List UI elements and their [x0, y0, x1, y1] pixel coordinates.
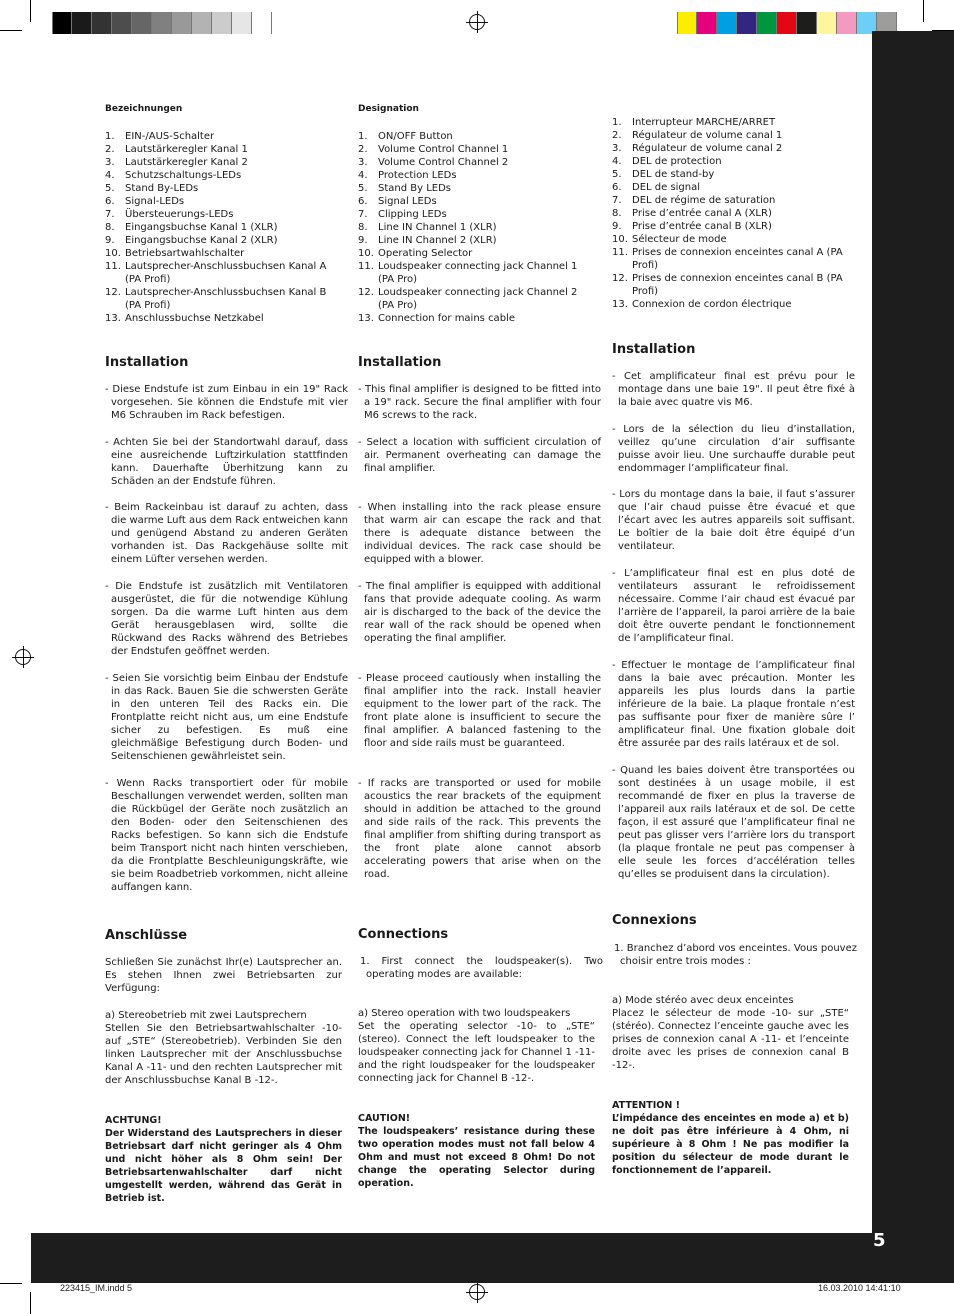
designation-item [612, 246, 849, 272]
english-designation-title: Designation [358, 104, 419, 114]
designation-item [105, 130, 342, 143]
designation-number: 7. [358, 209, 368, 220]
english-mode-text: Set the operating selector -10- to „STE“ (stereo). Connect the left loudspeaker to the loudspeaker connecting jack for Channel 1 -11- and the right loudspeaker for the loudspeaker connecting jack for Channel B -12-. [358, 1021, 595, 1084]
designation-label: Übersteuerungs-LEDs [125, 209, 234, 220]
german-connections-intro: Schließen Sie zunächst Ihr(e) Lautsprecher an. Es stehen Ihnen zwei Betriebsarten zur Verfügung: [105, 957, 342, 994]
designation-label: Clipping LEDs [378, 209, 447, 220]
english-connections-title: Connections [358, 927, 449, 942]
designation-number: 12. [105, 287, 121, 298]
french-install-para: - Effectuer le montage de l’amplificateur final dans la baie avec précaution. Monter les appareils les plus lourds dans la partie inférieure de la baie. La plaque frontale n’est pas suffisante pour fixer de manière sûre l’ amplificateur final. Une fixation globale doit être assurée par des rails latéraux et de sol. [612, 660, 855, 749]
designation-item [358, 286, 595, 312]
color-swatch [797, 12, 817, 34]
german-install-para: - Seien Sie vorsichtig beim Einbau der Endstufe in das Rack. Bauen Sie die schwersten Geräte in den unteren Teil des Racks ein. Die Frontplatte reicht nicht aus, um eine Endstufe sicher zu befestigen. Es muß eine gleichmäßige Befestigung durch Boden- und Seitenschienen gewährleistet sein. [105, 673, 348, 762]
english-designation-section [358, 103, 595, 325]
color-swatch [92, 12, 112, 34]
french-install-para: - L’amplificateur final est en plus doté de ventilateurs assurant le refroidissement nécessaire. Comme l’air chaud est évacué par l’arrière de l’appareil, la paroi arrière de la baie doit être ouverte pendant le fonctionnement de l’amplificateur final. [612, 568, 855, 644]
color-swatch [737, 12, 757, 34]
designation-label: Loudspeaker connecting jack Channel 2 (PA Pro) [378, 287, 578, 311]
german-mode-text: Stellen Sie den Betriebsartwahlschalter -10- auf „STE“ (Stereobetrieb). Verbinden Sie den linken Lautsprecher mit der Anschlussbuchse Kanal A -11- und den rechten Lautsprecher mit der Anschlussbuchse Kanal B -12-. [105, 1023, 342, 1086]
designation-label: Volume Control Channel 2 [378, 157, 509, 168]
english-designation-list [358, 130, 595, 325]
designation-label: Régulateur de volume canal 2 [632, 143, 783, 154]
designation-number: 8. [105, 222, 115, 233]
designation-number: 4. [105, 170, 115, 181]
designation-item [358, 247, 595, 260]
designation-item [358, 182, 595, 195]
designation-item [358, 156, 595, 169]
designation-number: 13. [358, 313, 374, 324]
french-warning-title: ATTENTION ! [612, 1100, 680, 1111]
designation-item [105, 286, 342, 312]
designation-number: 13. [612, 299, 628, 310]
french-install-para: - Lors du montage dans la baie, il faut s’assurer que l’air chaud puisse être évacué et que l’écart avec les autres appareils soit suffisant. Le boîtier de la baie doit être équipé d’un ventilateur. [612, 489, 855, 552]
designation-item [612, 298, 849, 311]
designation-number: 9. [358, 235, 368, 246]
french-connections-intro: 1. Branchez d’abord vos enceintes. Vous pouvez choisir entre trois modes : [614, 943, 857, 967]
designation-number: 10. [358, 248, 374, 259]
designation-item [358, 130, 595, 143]
german-install-para: - Achten Sie bei der Standortwahl darauf, dass eine ausreichende Luftzirkulation stattfinden kann. Dauerhafte Überhitzung kann zu Schäden an der Endstufe führen. [105, 437, 348, 487]
designation-number: 2. [358, 144, 368, 155]
designation-label: Sélecteur de mode [632, 234, 727, 245]
color-swatch [212, 12, 232, 34]
designation-item [612, 181, 849, 194]
designation-item [105, 312, 342, 325]
designation-label: Connexion de cordon électrique [632, 299, 792, 310]
french-mode-title: a) Mode stéréo avec deux enceintes [612, 995, 794, 1006]
designation-item [105, 195, 342, 208]
designation-label: Lautsprecher-Anschlussbuchsen Kanal B (PA Profi) [125, 287, 327, 311]
designation-label: DEL de protection [632, 156, 722, 167]
designation-item [105, 156, 342, 169]
designation-label: Lautstärkeregler Kanal 1 [125, 144, 248, 155]
designation-number: 5. [105, 183, 115, 194]
color-swatch [152, 12, 172, 34]
crop-mark [30, 0, 31, 22]
french-designation-list [612, 116, 849, 311]
designation-item [358, 169, 595, 182]
color-swatch [837, 12, 857, 34]
german-install-para: - Diese Endstufe ist zum Einbau in ein 19" Rack vorgesehen. Sie können die Endstufe mit vier M6 Schrauben im Rack befestigen. [105, 384, 348, 421]
designation-item [612, 233, 849, 246]
color-swatch [777, 12, 797, 34]
german-connections-title: Anschlüsse [105, 928, 188, 943]
registration-mark-icon [469, 14, 485, 30]
english-install-para: - Select a location with sufficient circulation of air. Permanent overheating can damage the final amplifier. [358, 437, 601, 474]
color-swatch [112, 12, 132, 34]
designation-number: 8. [612, 208, 622, 219]
slug-filename: 223415_IM.indd 5 [60, 1283, 133, 1293]
color-swatch [252, 12, 272, 34]
designation-label: Connection for mains cable [378, 313, 515, 324]
designation-label: Line IN Channel 2 (XLR) [378, 235, 497, 246]
designation-label: Betriebsartwahlschalter [125, 248, 245, 259]
designation-label: Loudspeaker connecting jack Channel 1 (PA Pro) [378, 261, 578, 285]
designation-item [358, 143, 595, 156]
french-warning-text: L’impédance des enceintes en mode a) et b) ne doit pas être inférieure à 4 Ohm, ni supérieure à 8 Ohm ! Ne pas modifier la position du sélecteur de mode durant le fonctionnement de l’appareil. [612, 1113, 849, 1176]
color-calibration-bar [677, 12, 897, 34]
designation-item [105, 182, 342, 195]
crop-mark [0, 1283, 22, 1284]
english-connections-intro: 1. First connect the loudspeaker(s). Two operating modes are available: [360, 956, 603, 980]
page-frame-bottom [31, 1233, 954, 1283]
designation-label: DEL de régime de saturation [632, 195, 776, 206]
registration-mark-icon [469, 1284, 485, 1300]
designation-number: 11. [105, 261, 121, 272]
designation-label: DEL de stand-by [632, 169, 715, 180]
designation-label: Eingangsbuchse Kanal 2 (XLR) [125, 235, 278, 246]
designation-item [358, 312, 595, 325]
designation-number: 5. [358, 183, 368, 194]
english-warning-title: CAUTION! [358, 1113, 411, 1124]
designation-number: 4. [612, 156, 622, 167]
page-number: 5 [873, 1230, 886, 1251]
crop-mark [0, 30, 22, 31]
designation-item [105, 260, 342, 286]
english-mode-title: a) Stereo operation with two loudspeakers [358, 1008, 571, 1019]
slug-timestamp: 16.03.2010 14:41:10 [818, 1283, 901, 1293]
color-swatch [172, 12, 192, 34]
color-swatch [52, 12, 72, 34]
designation-number: 7. [105, 209, 115, 220]
english-install-para: - Please proceed cautiously when installing the final amplifier into the rack. Install heavier equipment to the lower part of the rack. The front plate alone is insufficient to secure the final amplifier. A balanced fastening to the floor and side rails must be guaranteed. [358, 673, 601, 749]
designation-number: 8. [358, 222, 368, 233]
designation-label: Protection LEDs [378, 170, 457, 181]
english-install-para: - When installing into the rack please ensure that warm air can escape the rack and that there is adequate distance between the individual devices. The rack case should be equipped with a blower. [358, 502, 601, 565]
designation-number: 3. [105, 157, 115, 168]
designation-label: ON/OFF Button [378, 131, 453, 142]
designation-item [612, 116, 849, 129]
french-install-para: - Quand les baies doivent être transportées ou sont destinées à un usage mobile, il est recommandé de fixer en plus la traverse de l’appareil aux rails latéraux et de sol. De cette façon, il est assuré que l’amplificateur final ne peut pas glisser vers l’arrière lors du transport (la plaque frontale ne peut pas compenser à elle seule les forces d’accélération telles qu’elles se produisent dans la circulation). [612, 765, 855, 880]
designation-number: 1. [612, 117, 622, 128]
color-swatch [717, 12, 737, 34]
designation-label: Prise d’entrée canal B (XLR) [632, 221, 772, 232]
designation-number: 10. [612, 234, 628, 245]
crop-mark [923, 0, 924, 22]
designation-item [612, 155, 849, 168]
registration-mark-icon [15, 649, 31, 665]
designation-label: Prises de connexion enceintes canal A (PA Profi) [632, 247, 843, 271]
designation-number: 1. [105, 131, 115, 142]
designation-item [612, 142, 849, 155]
designation-label: Volume Control Channel 1 [378, 144, 509, 155]
designation-item [612, 168, 849, 181]
designation-item [105, 143, 342, 156]
designation-item [612, 207, 849, 220]
designation-label: Interrupteur MARCHE/ARRET [632, 117, 776, 128]
designation-number: 11. [358, 261, 374, 272]
color-swatch [697, 12, 717, 34]
designation-item [612, 220, 849, 233]
german-designation-section [105, 103, 342, 325]
german-warning-title: ACHTUNG! [105, 1115, 162, 1126]
designation-item [105, 221, 342, 234]
designation-number: 3. [612, 143, 622, 154]
french-install-para: - Cet amplificateur final est prévu pour le montage dans une baie 19". Il peut être fixé à la baie avec quatre vis M6. [612, 371, 855, 408]
german-designation-list [105, 130, 342, 325]
crop-mark [30, 1292, 31, 1314]
designation-number: 13. [105, 313, 121, 324]
designation-item [358, 260, 595, 286]
designation-label: Lautstärkeregler Kanal 2 [125, 157, 248, 168]
color-swatch [677, 12, 697, 34]
designation-number: 7. [612, 195, 622, 206]
designation-label: Prises de connexion enceintes canal B (PA Profi) [632, 273, 843, 297]
color-swatch [192, 12, 212, 34]
designation-number: 6. [612, 182, 622, 193]
designation-number: 1. [358, 131, 368, 142]
designation-label: Signal LEDs [378, 196, 437, 207]
german-designation-title: Bezeichnungen [105, 104, 183, 114]
designation-label: Stand By-LEDs [125, 183, 199, 194]
designation-label: EIN-/AUS-Schalter [125, 131, 215, 142]
designation-label: DEL de signal [632, 182, 701, 193]
designation-label: Schutzschaltungs-LEDs [125, 170, 242, 181]
color-swatch [757, 12, 777, 34]
color-swatch [72, 12, 92, 34]
designation-number: 9. [105, 235, 115, 246]
designation-item [358, 208, 595, 221]
english-install-para: - The final amplifier is equipped with additional fans that provide adequate cooling. As warm air is discharged to the back of the device the rear wall of the rack should be opened when operating the final amplifier. [358, 581, 601, 644]
designation-number: 11. [612, 247, 628, 258]
designation-number: 12. [358, 287, 374, 298]
designation-item [612, 272, 849, 298]
english-install-para: - If racks are transported or used for mobile acoustics the rear brackets of the equipment should in addition be attached to the ground and side rails of the rack. This prevents the final amplifier from shifting during transport as the front plate alone cannot absorb accelerating powers that arise when on the road. [358, 778, 601, 880]
german-mode-title: a) Stereobetrieb mit zwei Lautsprechern [105, 1010, 307, 1021]
designation-label: Line IN Channel 1 (XLR) [378, 222, 497, 233]
designation-number: 9. [612, 221, 622, 232]
french-designation-section [612, 116, 849, 311]
designation-item [358, 234, 595, 247]
designation-label: Anschlussbuchse Netzkabel [125, 313, 264, 324]
designation-number: 6. [358, 196, 368, 207]
designation-number: 3. [358, 157, 368, 168]
designation-item [358, 195, 595, 208]
german-installation-title: Installation [105, 355, 189, 370]
page-frame-top [897, 31, 954, 51]
designation-number: 5. [612, 169, 622, 180]
designation-item [105, 247, 342, 260]
designation-item [612, 129, 849, 142]
designation-item [105, 208, 342, 221]
designation-label: Stand By LEDs [378, 183, 452, 194]
french-mode-text: Placez le sélecteur de mode -10- sur „STE“ (stéréo). Connectez l’enceinte gauche avec les prises de connexion canal A -11- et l’enceinte droite avec les prises de connexion canal B -12-. [612, 1008, 849, 1071]
designation-label: Eingangsbuchse Kanal 1 (XLR) [125, 222, 278, 233]
designation-item [105, 169, 342, 182]
english-install-para: - This final amplifier is designed to be fitted into a 19" rack. Secure the final amplifier with four M6 screws to the rack. [358, 384, 601, 421]
designation-number: 4. [358, 170, 368, 181]
french-install-para: - Lors de la sélection du lieu d’installation, veillez qu’une circulation d’air suffisante puisse avoir lieu. Une surchauffe durable peut endommager l’amplificateur final. [612, 424, 855, 474]
designation-number: 10. [105, 248, 121, 259]
designation-item [358, 221, 595, 234]
designation-item [105, 234, 342, 247]
grayscale-calibration-bar [52, 12, 272, 34]
designation-number: 6. [105, 196, 115, 207]
color-swatch [132, 12, 152, 34]
designation-number: 2. [105, 144, 115, 155]
color-swatch [817, 12, 837, 34]
german-install-para: - Beim Rackeinbau ist darauf zu achten, dass die warme Luft aus dem Rack entweichen kann und genügend Abstand zu anderen Geräten vorhanden ist. Das Rackgehäuse sollte mit einem Lüfter versehen werden. [105, 502, 348, 565]
designation-label: Lautsprecher-Anschlussbuchsen Kanal A (PA Profi) [125, 261, 327, 285]
designation-label: Operating Selector [378, 248, 473, 259]
german-warning-text: Der Widerstand des Lautsprechers in dieser Betriebsart darf nicht geringer als 4 Ohm und nicht höher als 8 Ohm sein! Der Betriebsartenwahlschalter darf nicht umgestellt werden, während das Gerät in Betrieb ist. [105, 1128, 342, 1204]
designation-label: Régulateur de volume canal 1 [632, 130, 783, 141]
designation-label: Signal-LEDs [125, 196, 185, 207]
designation-label: Prise d’entrée canal A (XLR) [632, 208, 772, 219]
french-installation-title: Installation [612, 342, 696, 357]
designation-number: 12. [612, 273, 628, 284]
german-install-para: - Die Endstufe ist zusätzlich mit Ventilatoren ausgerüstet, die für die notwendige Kühlung sorgen. Da die warme Luft hinten aus dem Gerät herausgeblasen wird, sollte die Rückwand des Racks während des Betriebes der Endstufen geöffnet werden. [105, 581, 348, 657]
german-install-para: - Wenn Racks transportiert oder für mobile Beschallungen verwendet werden, sollten man die Rückbügel der Geräte noch zusätzlich an den Boden- oder den Seitenschienen des Racks befestigen. So kann sich die Endstufe beim Transport nicht nach hinten verschieben, da die Frontplatte Beschleunigungskräfte, wie sie beim Roadbetrieb vorkommen, nicht alleine auffangen kann. [105, 778, 348, 893]
english-installation-title: Installation [358, 355, 442, 370]
designation-number: 2. [612, 130, 622, 141]
page-frame-right [872, 31, 954, 1283]
designation-item [612, 194, 849, 207]
french-connections-title: Connexions [612, 913, 697, 928]
english-warning-text: The loudspeakers’ resistance during these two operation modes must not fall below 4 Ohm and must not exceed 8 Ohm! Do not change the operating Selector during operation. [358, 1126, 595, 1189]
color-swatch [232, 12, 252, 34]
